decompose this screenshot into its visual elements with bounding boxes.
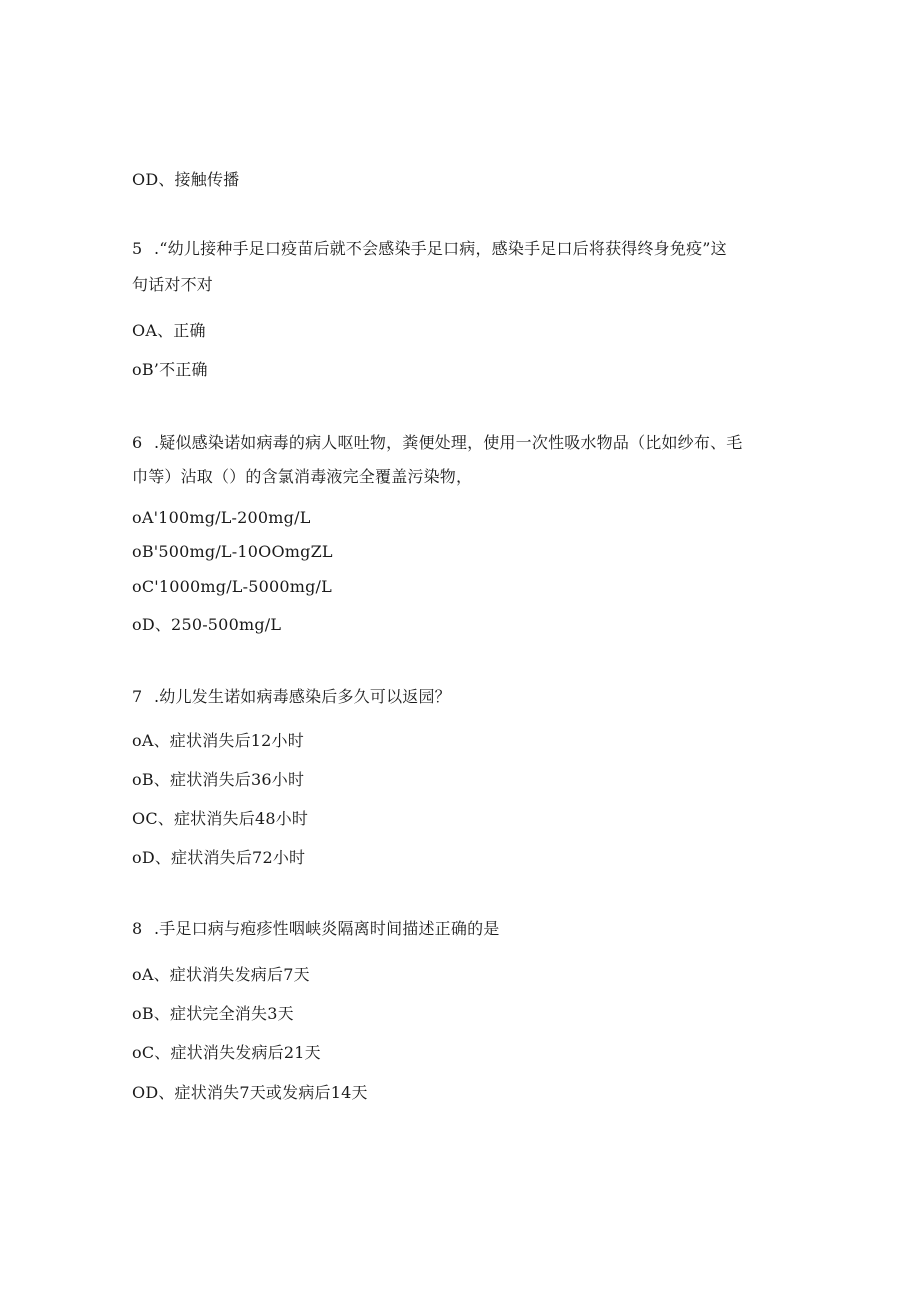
q6-option-c[interactable]: oC'1000mg∕L-5000mg∕L — [132, 577, 332, 596]
q8-option-a[interactable]: oA、症状消失发病后7天 — [132, 965, 310, 984]
q5-option-b[interactable]: oB’不正确 — [132, 360, 208, 379]
q7-option-a[interactable]: oA、症状消失后12小时 — [132, 731, 304, 750]
q6-number: 6 — [132, 433, 143, 452]
q7-option-b[interactable]: oB、症状消失后36小时 — [132, 770, 305, 789]
q8-option-b[interactable]: oB、症状完全消失3天 — [132, 1004, 294, 1023]
q6-text-line1 — [132, 432, 743, 454]
q8-number: 8 — [132, 919, 143, 938]
q6-text: .疑似感染诺如病毒的病人呕吐物，粪便处理，使用一次性吸水物品（比如纱布、毛 — [154, 433, 743, 452]
q7-number: 7 — [132, 687, 143, 706]
q7-text-line — [132, 686, 451, 708]
q6-option-b[interactable]: oB'500mg∕L-10OOmgZL — [132, 542, 333, 561]
q7-text: .幼儿发生诺如病毒感染后多久可以返园？ — [154, 687, 451, 706]
q5-text: .“幼儿接种手足口疫苗后就不会感染手足口病，感染手足口后将获得终身免疫”这 — [154, 239, 727, 258]
q6-text-line2: 巾等）沾取（）的含氯消毒液完全覆盖污染物， — [132, 467, 473, 486]
q8-text: .手足口病与疱疹性咽峡炎隔离时间描述正确的是 — [154, 919, 500, 938]
q8-option-c[interactable]: oC、症状消失发病后21天 — [132, 1043, 321, 1062]
q5-option-a[interactable]: OA、正确 — [132, 321, 206, 340]
q6-option-d[interactable]: oD、250-500mg∕L — [132, 615, 282, 634]
q5-text-line2: 句话对不对 — [132, 275, 214, 294]
q8-option-d[interactable]: OD、症状消失7天或发病后14天 — [132, 1083, 368, 1102]
q7-option-d[interactable]: oD、症状消失后72小时 — [132, 848, 306, 867]
q6-option-a[interactable]: oA'100mg∕L-200mg∕L — [132, 508, 311, 527]
q8-text-line — [132, 918, 500, 940]
q4-option-d[interactable]: OD、接触传播 — [132, 170, 240, 189]
q5-text-line1 — [132, 238, 727, 260]
q7-option-c[interactable]: OC、症状消失后48小时 — [132, 809, 309, 828]
q5-number: 5 — [132, 239, 143, 258]
